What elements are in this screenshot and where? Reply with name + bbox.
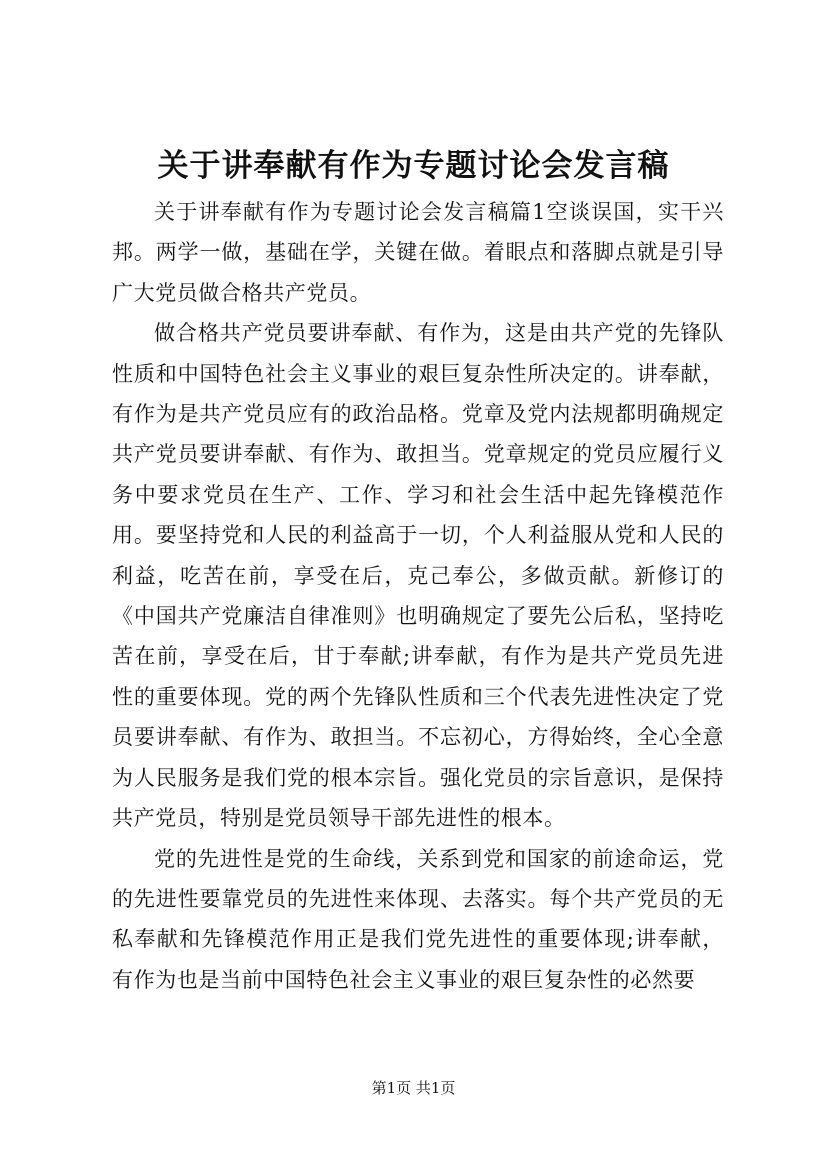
paragraph-2: 做合格共产党员要讲奉献、有作为，这是由共产党的先锋队性质和中国特色社会主义事业的艰巨复杂性所决定的。讲奉献，有作为是共产党员应有的政治品格。党章及党内法规都明确规定共产党员要讲奉献、有作为、敢担当。党章规定的党员应履行义务中要求党员在生产、工作、学习和社会生活中起先锋模范作用。要坚持党和人民的利益高于一切，个人利益服从党和人民的利益，吃苦在前，享受在后，克己奉公，多做贡献。新修订的《中国共产党廉洁自律准则》也明确规定了要先公后私，坚持吃苦在前，享受在后，甘于奉献;讲奉献，有作为是共产党员先进性的重要体现。党的两个先锋队性质和三个代表先进性决定了党员要讲奉献、有作为、敢担当。不忘初心，方得始终，全心全意为人民服务是我们党的根本宗旨。强化党员的宗旨意识，是保持共产党员，特别是党员领导干部先进性的根本。	[112, 321, 724, 831]
paragraph-1: 关于讲奉献有作为专题讨论会发言稿篇1空谈误国，实干兴邦。两学一做，基础在学，关键在做。着眼点和落脚点就是引导广大党员做合格共产党员。	[112, 200, 724, 305]
document-title: 关于讲奉献有作为专题讨论会发言稿	[157, 148, 670, 184]
document-body	[112, 192, 724, 1000]
page-footer: 第1页 共1页	[371, 1079, 456, 1097]
paragraph-3: 党的先进性是党的生命线，关系到党和国家的前途命运，党的先进性要靠党员的先进性来体现、去落实。每个共产党员的无私奉献和先锋模范作用正是我们党先进性的重要体现;讲奉献，有作为也是当前中国特色社会主义事业的艰巨复杂性的必然要	[112, 846, 724, 992]
